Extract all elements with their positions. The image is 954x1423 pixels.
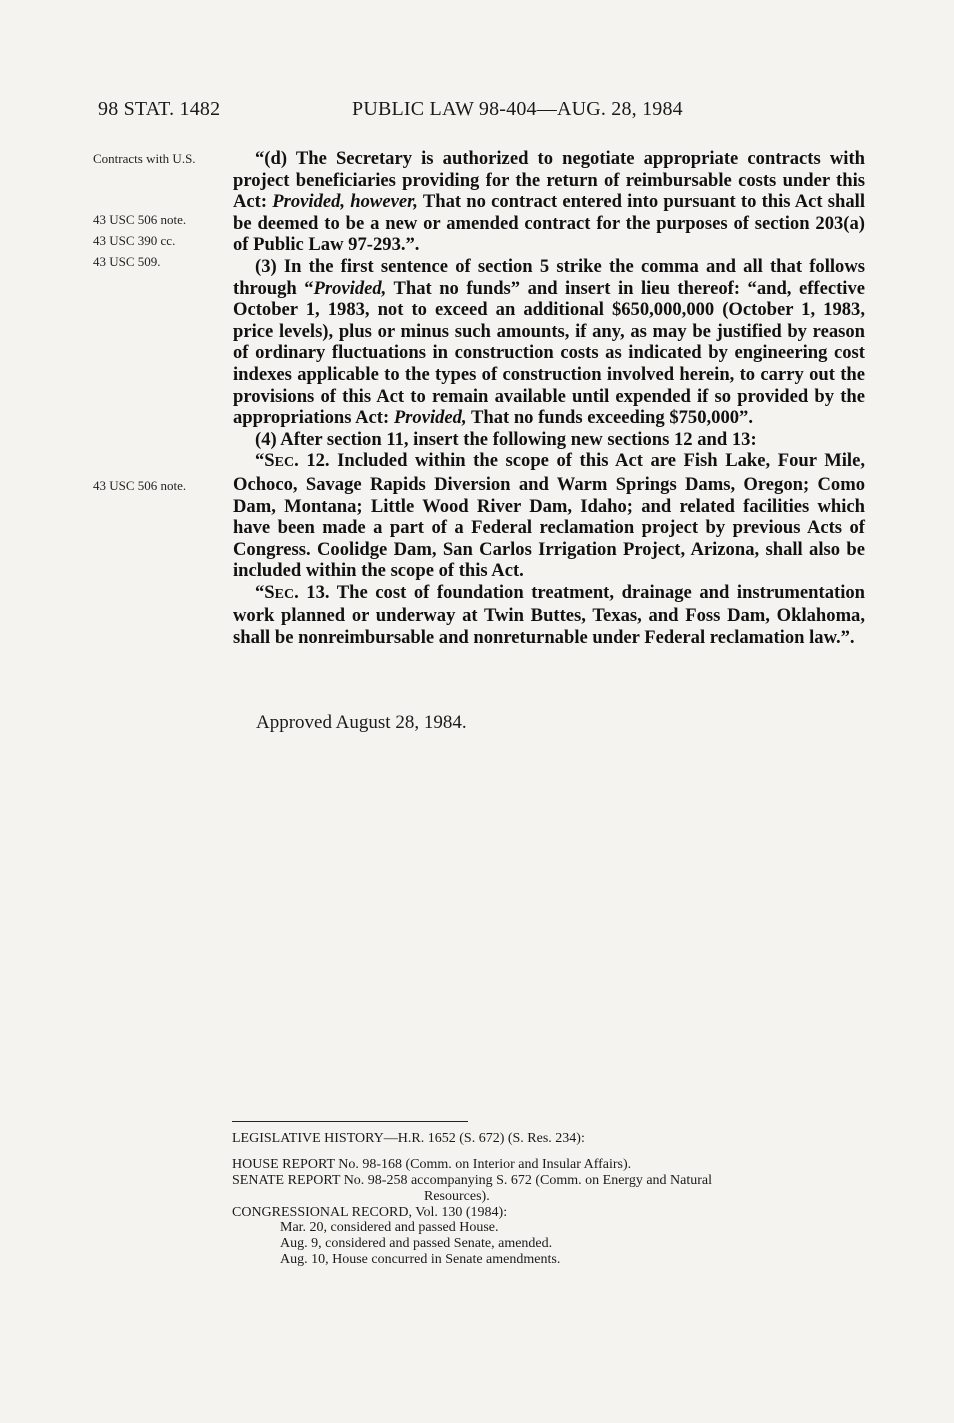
history-event: Aug. 9, considered and passed Senate, amended. — [280, 1236, 553, 1251]
history-event: Mar. 20, considered and passed House. — [280, 1220, 499, 1235]
section-13: “SEC. 13. The cost of foundation treatment, drainage and instrumentation work planned or underway at Twin Buttes, Texas, and Foss Dam, Oklahoma, shall be nonreimbursable and nonreturnable under Federal reclamation law.”. — [233, 581, 865, 649]
legislative-history-title: LEGISLATIVE HISTORY—H.R. 1652 (S. 672) (S. Res. 234): — [232, 1131, 585, 1146]
senate-report: SENATE REPORT No. 98-258 accompanying S. 672 (Comm. on Energy and Natural — [232, 1173, 713, 1188]
history-event: Aug. 10, House concurred in Senate amendments. — [280, 1252, 561, 1267]
law-title-header: PUBLIC LAW 98-404—AUG. 28, 1984 — [352, 98, 683, 120]
congressional-record: CONGRESSIONAL RECORD, Vol. 130 (1984): — [232, 1205, 508, 1220]
paragraph-4: (4) After section 11, insert the following new sections 12 and 13: — [255, 428, 757, 450]
house-report: HOUSE REPORT No. 98-168 (Comm. on Interior and Insular Affairs). — [232, 1157, 632, 1172]
margin-note-usc-509: 43 USC 509. — [93, 254, 161, 269]
stat-page-number: 98 STAT. 1482 — [98, 98, 221, 120]
margin-note-usc-506-second: 43 USC 506 note. — [93, 478, 187, 493]
footnote-divider — [232, 1121, 468, 1122]
senate-report-continued: Resources). — [424, 1189, 490, 1204]
statute-body — [233, 148, 865, 649]
margin-note-usc-390: 43 USC 390 cc. — [93, 233, 176, 248]
approval-date: Approved August 28, 1984. — [256, 712, 467, 733]
paragraph-d: “(d) The Secretary is authorized to negotiate appropriate contracts with project beneficiaries providing for the return of reimbursable costs under this Act: Provided, however, That no contract entered into pursuant to this Act shall be deemed to be a new or amended contract for the purposes of section 203(a) of Public Law 97-293.”. — [233, 148, 865, 256]
section-12: “SEC. 12. Included within the scope of this Act are Fish Lake, Four Mile, Ochoco, Savage Rapids Diversion and Warm Springs Dams, Oregon; Como Dam, Montana; Little Wood River Dam, Idaho; and related facilities which have been made a part of a Federal reclamation project by previous Acts of Congress. Coolidge Dam, San Carlos Irrigation Project, Arizona, shall also be included within the scope of this Act. — [233, 450, 865, 582]
margin-note-usc-506: 43 USC 506 note. — [93, 212, 187, 227]
paragraph-3: (3) In the first sentence of section 5 strike the comma and all that follows through “Provided, That no funds” and insert in lieu thereof: “and, effective October 1, 1983, not to exceed an additional $650,000,000 (October 1, 1983, price levels), plus or minus such amounts, if any, as may be justified by reason of ordinary fluctuations in construction costs as indicated by engineering cost indexes applicable to the types of construction involved herein, to carry out the provisions of this Act to remain available until expended if so provided by the appropriations Act: Provided, That no funds exceeding $750,000”. — [233, 255, 865, 429]
margin-note-contracts: Contracts with U.S. — [93, 151, 196, 166]
